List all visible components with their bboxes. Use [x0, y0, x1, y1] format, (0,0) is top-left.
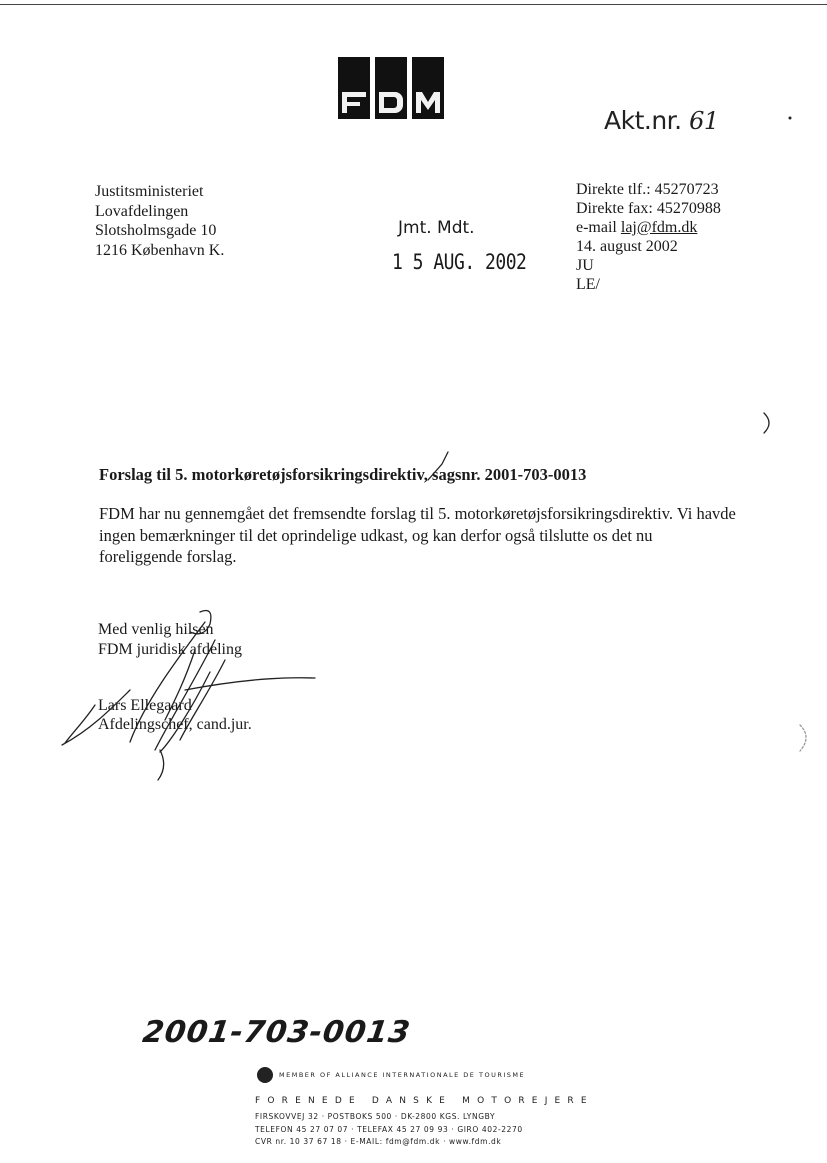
closing-line: FDM juridisk afdeling: [98, 641, 242, 658]
recipient-line: Slotsholmsgade 10: [95, 222, 217, 239]
email-line: [576, 218, 721, 237]
recipient-address: [95, 182, 224, 260]
alliance-membership: [257, 1067, 525, 1083]
margin-mark: [764, 413, 769, 433]
recipient-line: Justitsministeriet: [95, 183, 204, 200]
akt-prefix: Akt.nr.: [604, 106, 682, 135]
received-stamp-label: Jmt. Mdt.: [398, 218, 475, 238]
direct-fax: Direkte fax: 45270988: [576, 200, 721, 217]
footer-address: FIRSKOVVEJ 32 · POSTBOKS 500 · DK-2800 KGS. LYNGBY: [255, 1112, 496, 1121]
received-stamp-date: 1 5 AUG. 2002: [392, 250, 527, 276]
footer-cvr: CVR nr. 10 37 67 18 · E-MAIL: fdm@fdm.dk · www.fdm.dk: [255, 1137, 502, 1146]
letterhead-footer: [255, 1096, 594, 1149]
sender-contact: [576, 180, 721, 294]
svg-text:FDM: FDM: [391, 77, 394, 78]
reference-initials: LE/: [576, 276, 600, 293]
margin-dot: [789, 117, 792, 120]
footer-phones: TELEFON 45 27 07 07 · TELEFAX 45 27 09 93 · GIRO 402-2270: [255, 1124, 523, 1134]
closing-line: Med venlig hilsen: [98, 621, 214, 638]
organization-name: FORENEDE DANSKE MOTOREJERE: [255, 1096, 594, 1106]
top-edge-line: [0, 4, 827, 5]
letter-date: 14. august 2002: [576, 238, 678, 255]
email-label: e-mail: [576, 219, 617, 236]
fdm-logo: [338, 57, 444, 119]
direct-phone: Direkte tlf.: 45270723: [576, 181, 719, 198]
email-link[interactable]: laj@fdm.dk: [620, 219, 698, 236]
recipient-line: Lovafdelingen: [95, 202, 189, 220]
alliance-text: MEMBER OF ALLIANCE INTERNATIONALE DE TOURISME: [279, 1071, 526, 1079]
alliance-emblem-icon: [257, 1067, 273, 1083]
letter-subject: Forslag til 5. motorkøretøjsforsikringsdirektiv, sagsnr. 2001-703-0013: [99, 465, 587, 484]
closing: [98, 620, 242, 660]
case-number-stamp: [604, 106, 719, 135]
margin-mark: [800, 725, 806, 751]
handwritten-case-number: 2001-703-0013: [140, 1015, 413, 1050]
signer-name: Lars Ellegaard: [98, 697, 192, 714]
signer-title: Afdelingschef, cand.jur.: [98, 716, 252, 733]
reference-initials: JU: [576, 257, 594, 274]
letter-body: FDM har nu gennemgået det fremsendte forslag til 5. motorkøretøjsforsikringsdirektiv. Vi havde ingen bemærkninger til det oprindelige udkast, og kan derfor også tilslutte os det nu foreliggende forslag.: [99, 504, 736, 566]
akt-number: 61: [689, 107, 719, 135]
recipient-line: 1216 København K.: [95, 241, 225, 259]
